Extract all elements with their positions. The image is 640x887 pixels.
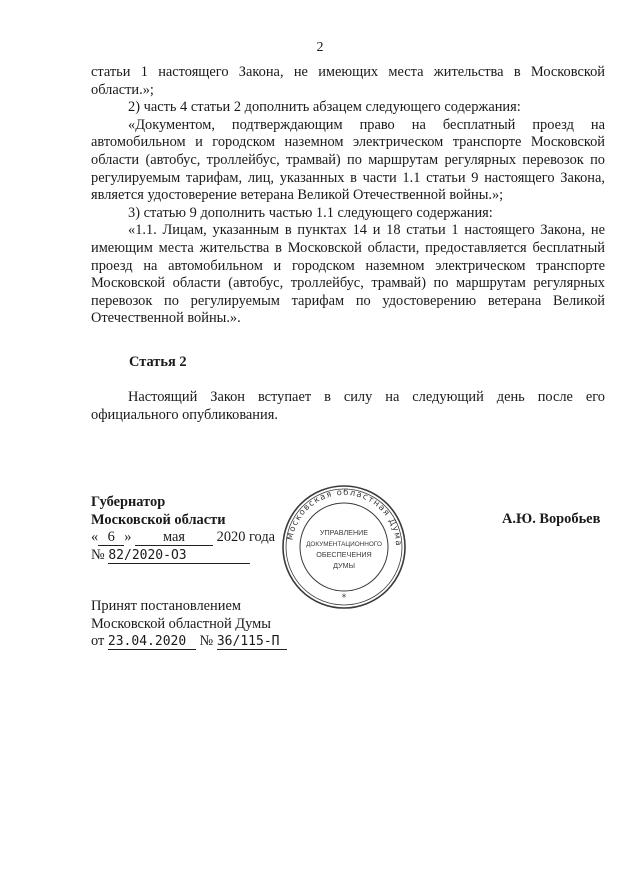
signatory-title-line1: Губернатор <box>91 494 166 510</box>
stamp-inner-line-3: ОБЕСПЕЧЕНИЯ <box>316 550 372 559</box>
adoption-number-sign: № <box>199 633 214 650</box>
signer-name: А.Ю. Воробьев <box>502 511 601 527</box>
stamp-inner-line-1: УПРАВЛЕНИЕ <box>319 528 369 537</box>
article-heading: Статья 2 <box>129 354 187 370</box>
paragraph-item-2: 2) часть 4 статьи 2 дополнить абзацем следующего содержания: <box>128 99 521 116</box>
stamp-inner-line-4: ДУМЫ <box>333 561 355 570</box>
adoption-date-prefix: от <box>91 633 105 650</box>
paragraph-item-3: 3) статью 9 дополнить частью 1.1 следующего содержания: <box>128 204 493 221</box>
signature-block <box>91 494 275 564</box>
signing-month: мая <box>135 530 213 546</box>
article-body <box>91 388 605 424</box>
signing-day: 6 <box>98 530 124 546</box>
adoption-line1: Принят постановлением <box>91 598 241 614</box>
paragraph-continuation: статьи 1 настоящего Закона, не имеющих места жительства в Московской области.»; <box>91 64 605 98</box>
quote-close: » <box>124 529 132 546</box>
signatory-title-line2: Московской области <box>91 511 226 528</box>
adoption-block <box>91 598 287 651</box>
stamp-star: * <box>341 593 347 603</box>
adoption-date-row <box>91 633 287 651</box>
page-number: 2 <box>316 40 324 55</box>
adoption-date: 23.04.2020 <box>108 634 196 650</box>
quote-open: « <box>91 529 99 546</box>
law-number: 82/2020-ОЗ <box>108 548 250 564</box>
paragraph-quote-2: «1.1. Лицам, указанным в пунктах 14 и 18 статьи 1 настоящего Закона, не имеющим места жительства в Московской области, предоставляется бесплатный проезд на автомобильном и городском наземном электрическом транспорте Московской области (автобус, троллейбус, трамвай) по маршрутам регулярных перевозок по регулируемым тарифам по удостоверению ветерана Великой Отечественной войны.». <box>91 222 605 327</box>
paragraph-quote-1: «Документом, подтверждающим право на бесплатный проезд на автомобильном и городском наземном электрическом транспорте Московской области (автобус, троллейбус, трамвай) по маршрутам регулярных перевозок по регулируемым тарифам, лиц, указанных в части 1.1 статьи 9 настоящего Закона, является удостоверение ветерана Великой Отечественной войны.»; <box>91 116 605 204</box>
stamp-ring-text: Московская областная Дума <box>284 486 405 547</box>
article-text: Настоящий Закон вступает в силу на следующий день после его официального опубликования. <box>91 389 605 423</box>
official-stamp <box>281 484 407 610</box>
signing-year: 2020 года <box>216 529 276 546</box>
signing-date-row <box>91 529 275 547</box>
law-number-row <box>91 547 275 565</box>
adoption-line2: Московской областной Думы <box>91 615 271 632</box>
number-sign: № <box>91 546 105 563</box>
law-amendments-text <box>91 64 605 328</box>
stamp-inner-line-2: ДОКУМЕНТАЦИОННОГО <box>306 541 382 548</box>
adoption-number: 36/115-П <box>217 634 287 650</box>
